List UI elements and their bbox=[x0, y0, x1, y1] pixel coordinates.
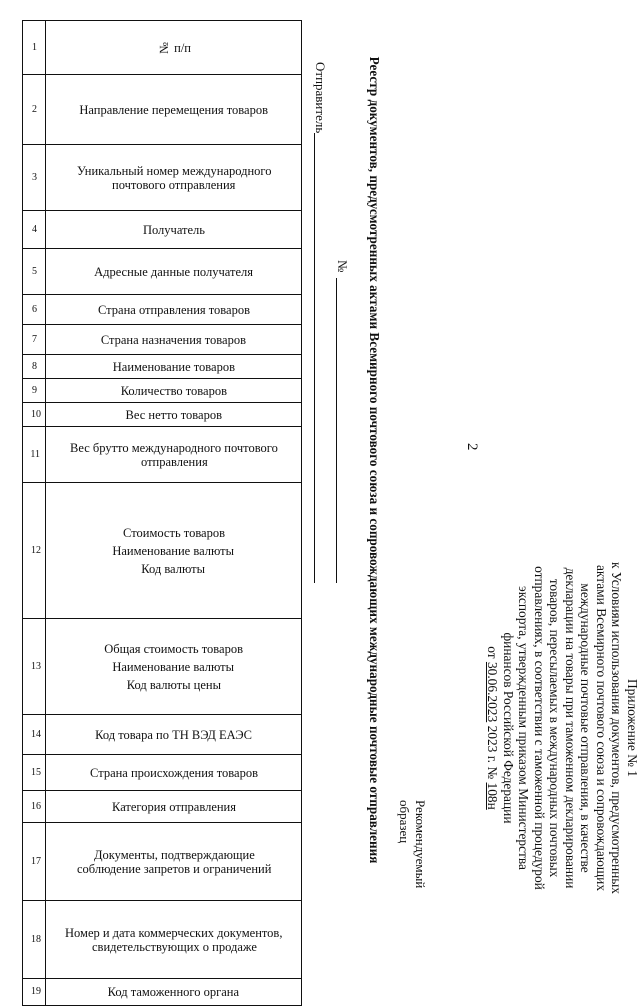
column-header-14 bbox=[46, 715, 302, 755]
appendix-line-2: актами Всемирного почтового союза и сопровождающих bbox=[594, 548, 610, 908]
column-number-7 bbox=[23, 325, 46, 355]
column-header-5 bbox=[46, 249, 302, 295]
registry-number-field[interactable] bbox=[336, 278, 337, 583]
column-header-text: Код валюты bbox=[142, 562, 206, 576]
column-number-text: 9 bbox=[32, 384, 37, 398]
sender-label: Отправитель bbox=[312, 62, 328, 133]
column-header-text: Направление перемещения товаров bbox=[79, 103, 268, 117]
column-header-content bbox=[46, 295, 301, 324]
column-header-content bbox=[46, 755, 301, 790]
column-header-text: Количество товаров bbox=[120, 384, 226, 398]
column-header-6 bbox=[46, 295, 302, 325]
column-header-1 bbox=[46, 21, 302, 75]
sender-field[interactable] bbox=[314, 133, 315, 583]
column-header-10 bbox=[46, 403, 302, 427]
appendix-block bbox=[485, 548, 640, 908]
column-number-text: 6 bbox=[32, 303, 37, 317]
page-number: 2 bbox=[463, 443, 480, 451]
column-number-text: 4 bbox=[32, 223, 37, 237]
column-header-content bbox=[46, 249, 301, 294]
appendix-title: Приложение № 1 bbox=[625, 548, 640, 908]
date-prefix: от bbox=[486, 646, 501, 658]
column-number-19 bbox=[23, 979, 46, 1006]
column-header-content bbox=[46, 979, 301, 1005]
date-value: 30.06.2023 bbox=[486, 662, 501, 722]
column-header-text: Документы, подтверждающие соблюдение запретов и ограничений bbox=[61, 848, 287, 876]
column-number-3 bbox=[23, 145, 46, 211]
column-header-content bbox=[46, 145, 301, 210]
registry-number-label: № bbox=[334, 260, 350, 272]
column-number-text: 2 bbox=[32, 103, 37, 117]
column-header-content bbox=[46, 75, 301, 144]
column-number-5 bbox=[23, 249, 46, 295]
column-number-11 bbox=[23, 427, 46, 483]
column-header-text: Адресные данные получателя bbox=[94, 265, 253, 279]
column-header-text: Страна отправления товаров bbox=[98, 303, 250, 317]
column-header-content bbox=[46, 715, 301, 754]
column-number-text: 14 bbox=[31, 728, 41, 742]
column-header-text: Категория отправления bbox=[112, 800, 236, 814]
table-header-row bbox=[46, 21, 302, 1006]
column-number-13 bbox=[23, 619, 46, 715]
appendix-line-4: декларации на товары при таможенном декларировании bbox=[563, 548, 579, 908]
column-header-content bbox=[46, 483, 301, 618]
column-header-9 bbox=[46, 379, 302, 403]
table-column-number-row bbox=[23, 21, 46, 1006]
column-header-text: Вес нетто товаров bbox=[125, 408, 221, 422]
column-number-18 bbox=[23, 901, 46, 979]
column-header-content bbox=[46, 901, 301, 978]
column-header-16 bbox=[46, 791, 302, 823]
column-number-8 bbox=[23, 355, 46, 379]
column-header-11 bbox=[46, 427, 302, 483]
appendix-line-5: товаров, пересылаемых в международных почтовых bbox=[547, 548, 563, 908]
column-header-8 bbox=[46, 355, 302, 379]
column-number-15 bbox=[23, 755, 46, 791]
column-number-1 bbox=[23, 21, 46, 75]
column-number-text: 3 bbox=[32, 171, 37, 185]
column-number-text: 8 bbox=[32, 360, 37, 374]
column-header-text: Наименование валюты bbox=[113, 660, 235, 674]
column-header-4 bbox=[46, 211, 302, 249]
column-header-content bbox=[46, 619, 301, 714]
column-number-2 bbox=[23, 75, 46, 145]
order-number: 108н bbox=[486, 783, 501, 810]
column-number-text: 17 bbox=[31, 855, 41, 869]
column-number-17 bbox=[23, 823, 46, 901]
column-header-text: Уникальный номер международного почтового отправления bbox=[61, 164, 287, 192]
appendix-line-3: международные почтовые отправления, в качестве bbox=[578, 548, 594, 908]
column-number-text: 16 bbox=[31, 800, 41, 814]
column-number-text: 10 bbox=[31, 408, 41, 422]
column-number-10 bbox=[23, 403, 46, 427]
column-header-12 bbox=[46, 483, 302, 619]
column-number-text: 7 bbox=[32, 333, 37, 347]
column-number-text: 13 bbox=[31, 660, 41, 674]
column-header-text: Общая стоимость товаров bbox=[104, 642, 243, 656]
column-header-text: Код товара по ТН ВЭД ЕАЭС bbox=[95, 728, 252, 742]
column-number-16 bbox=[23, 791, 46, 823]
column-header-text: Код валюты цены bbox=[126, 678, 220, 692]
column-header-text: Наименование валюты bbox=[113, 544, 235, 558]
appendix-line-7: экспорта, утвержденным приказом Министерства bbox=[516, 548, 532, 908]
column-header-text: Номер и дата коммерческих документов, свидетельствующих о продаже bbox=[61, 926, 287, 954]
column-header-text: Вес брутто международного почтового отправления bbox=[61, 441, 287, 469]
column-header-content bbox=[46, 325, 301, 354]
column-header-18 bbox=[46, 901, 302, 979]
registry-table bbox=[22, 20, 302, 1006]
column-header-text: Получатель bbox=[143, 223, 205, 237]
column-header-content bbox=[46, 427, 301, 482]
column-number-text: 15 bbox=[31, 766, 41, 780]
column-header-15 bbox=[46, 755, 302, 791]
column-header-19 bbox=[46, 979, 302, 1006]
year-suffix: 2023 г. № bbox=[486, 726, 501, 780]
column-header-content bbox=[46, 379, 301, 402]
column-number-12 bbox=[23, 483, 46, 619]
column-header-text: Страна назначения товаров bbox=[101, 333, 246, 347]
appendix-line-1: к Условиям использования документов, предусмотренных bbox=[609, 548, 625, 908]
column-header-3 bbox=[46, 145, 302, 211]
column-header-content bbox=[46, 823, 301, 900]
column-number-text: 1 bbox=[32, 41, 37, 55]
column-header-text: Наименование товаров bbox=[112, 360, 234, 374]
column-header-content bbox=[46, 791, 301, 822]
appendix-line-8: финансов Российской Федерации bbox=[501, 548, 517, 908]
column-header-text: Стоимость товаров bbox=[123, 526, 225, 540]
column-number-text: 5 bbox=[32, 265, 37, 279]
appendix-date-line bbox=[485, 548, 501, 908]
column-number-text: 11 bbox=[31, 448, 41, 462]
column-number-14 bbox=[23, 715, 46, 755]
column-number-text: 19 bbox=[31, 985, 41, 999]
column-header-text: Код таможенного органа bbox=[108, 985, 239, 999]
column-header-content bbox=[46, 211, 301, 248]
appendix-line-6: отправлениях, в соответствии с таможенной процедурой bbox=[532, 548, 548, 908]
column-number-4 bbox=[23, 211, 46, 249]
column-number-text: 12 bbox=[31, 544, 41, 558]
column-number-9 bbox=[23, 379, 46, 403]
column-header-content bbox=[46, 21, 301, 74]
column-number-text: 18 bbox=[31, 933, 41, 947]
column-number-6 bbox=[23, 295, 46, 325]
column-header-content bbox=[46, 355, 301, 378]
column-header-7 bbox=[46, 325, 302, 355]
column-header-2 bbox=[46, 75, 302, 145]
column-header-17 bbox=[46, 823, 302, 901]
column-header-content bbox=[46, 403, 301, 426]
recommended-sample-label: Рекомендуемый образец bbox=[396, 800, 428, 920]
registry-title: Реестр документов, предусмотренных актами Всемирного почтового союза и сопровождающих международные почтовые отправления bbox=[366, 30, 382, 890]
column-header-text: Страна происхождения товаров bbox=[90, 766, 258, 780]
column-header-13 bbox=[46, 619, 302, 715]
column-header-text: № п/п bbox=[157, 41, 191, 55]
